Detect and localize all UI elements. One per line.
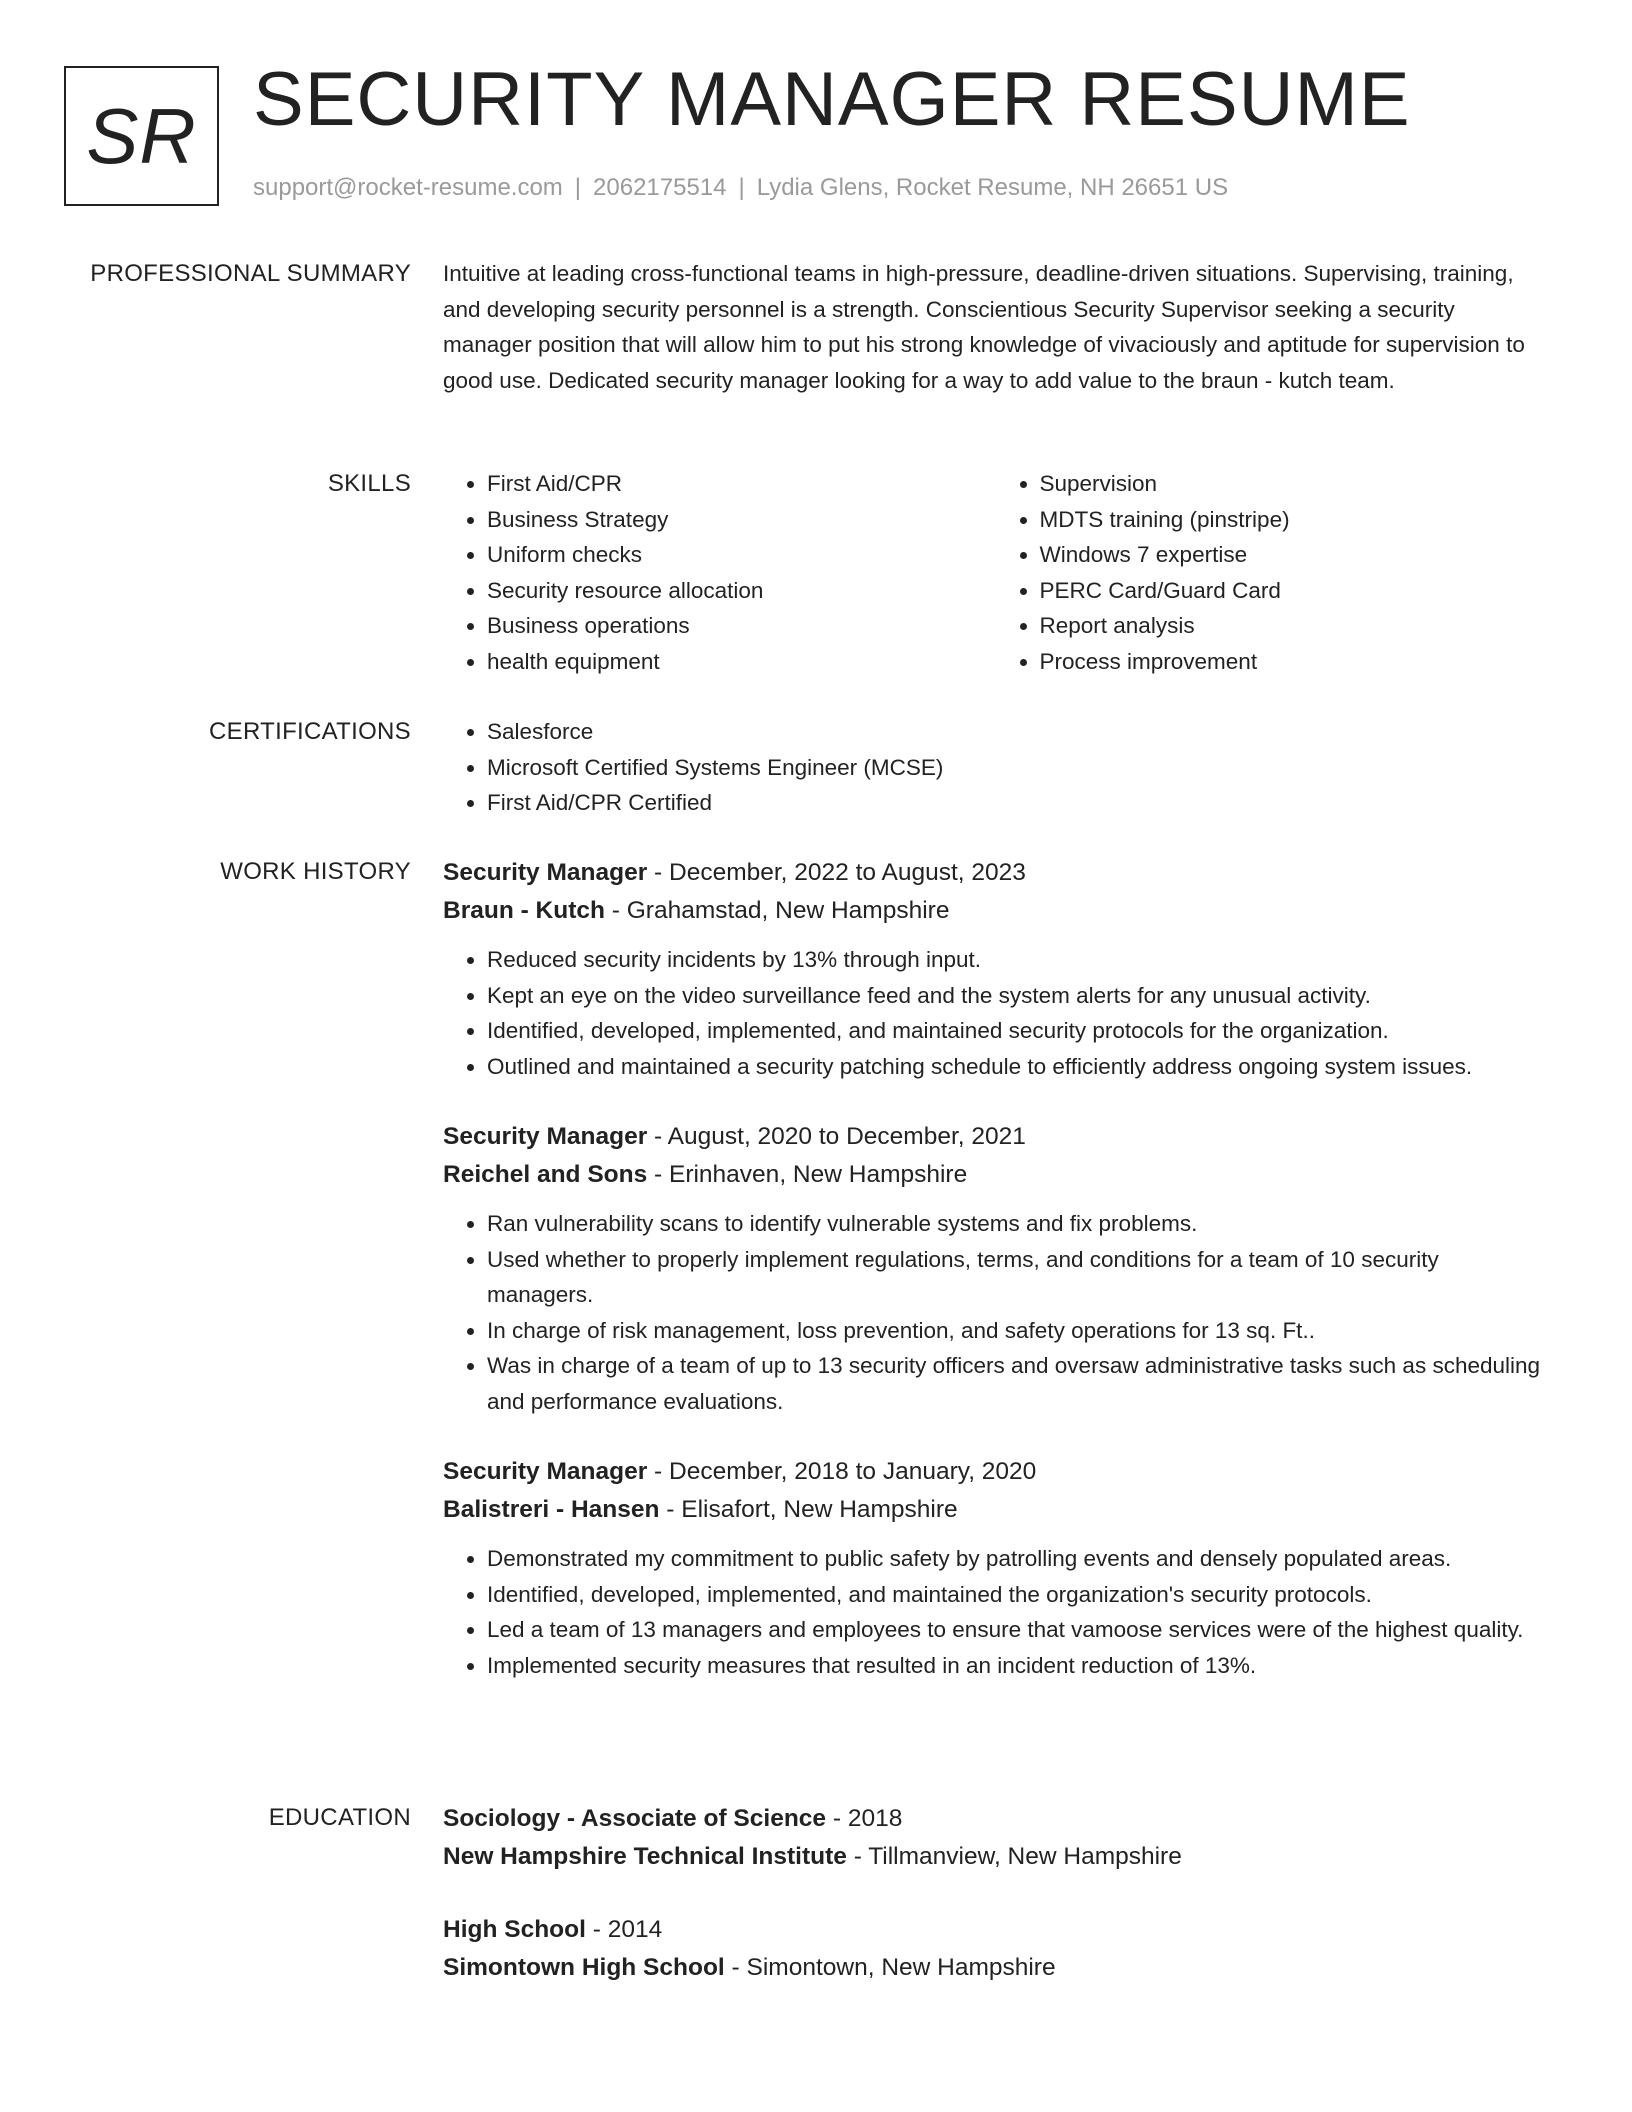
job-title-line <box>443 854 1548 892</box>
education-degree: Sociology - Associate of Science <box>443 1805 827 1832</box>
job-company-line <box>443 892 1548 930</box>
list-item: • First Aid/CPR Certified <box>487 785 1548 821</box>
job-dates: - August, 2020 to December, 2021 <box>647 1123 1026 1150</box>
list-item: • MDTS training (pinstripe) <box>1040 502 1549 538</box>
education-entry <box>443 1911 1548 1987</box>
job-location: - Elisafort, New Hampshire <box>659 1496 958 1523</box>
job-title: Security Manager <box>443 859 648 886</box>
job-company-line <box>443 1156 1548 1194</box>
job-entry <box>443 1118 1548 1419</box>
list-item: • Windows 7 expertise <box>1040 537 1549 573</box>
certifications-list <box>443 714 1548 821</box>
list-item: • Security resource allocation <box>487 573 996 609</box>
job-company-line <box>443 1491 1548 1529</box>
contact-phone: 2062175514 <box>593 174 727 201</box>
job-location: - Erinhaven, New Hampshire <box>647 1161 968 1188</box>
education-entry <box>443 1800 1548 1876</box>
education-location: - Simontown, New Hampshire <box>724 1954 1056 1981</box>
job-bullets <box>443 942 1548 1084</box>
section-label-education: EDUCATION <box>268 1804 411 1831</box>
list-item: • Report analysis <box>1040 608 1549 644</box>
education-degree-line <box>443 1800 1548 1838</box>
list-item: • Implemented security measures that resulted in an incident reduction of 13%. <box>487 1648 1548 1684</box>
list-item: • First Aid/CPR <box>487 466 996 502</box>
job-dates: - December, 2022 to August, 2023 <box>647 859 1026 886</box>
list-item: • Identified, developed, implemented, and maintained the organization's security protocols. <box>487 1577 1548 1613</box>
certifications-body <box>443 714 1548 821</box>
summary-text: Intuitive at leading cross-functional teams in high-pressure, deadline-driven situations. Supervising, training, and developing security personnel is a strength. Conscientious Security Supervisor seeking a security manager position that will allow him to put his strong knowledge of vivaciously and aptitude for supervision to good use. Dedicated security manager looking for a way to add value to the braun - kutch team. <box>443 261 1525 393</box>
contact-separator: | <box>738 174 745 201</box>
list-item: • In charge of risk management, loss prevention, and safety operations for 13 sq. Ft.. <box>487 1313 1548 1349</box>
education-year: - 2018 <box>826 1805 903 1832</box>
education-year: - 2014 <box>585 1916 663 1943</box>
list-item: • Demonstrated my commitment to public safety by patrolling events and densely populated areas. <box>487 1541 1548 1577</box>
list-item: • PERC Card/Guard Card <box>1040 573 1549 609</box>
contact-address: Lydia Glens, Rocket Resume, NH 26651 US <box>756 174 1229 201</box>
job-entry <box>443 1453 1548 1683</box>
skills-list-col1 <box>443 466 996 679</box>
page-title: SECURITY MANAGER RESUME <box>253 57 1411 142</box>
contact-email: support@rocket-resume.com <box>253 174 563 201</box>
job-title-line <box>443 1453 1548 1491</box>
monogram: SR <box>64 66 219 206</box>
list-item: • Ran vulnerability scans to identify vulnerable systems and fix problems. <box>487 1206 1548 1242</box>
job-location: - Grahamstad, New Hampshire <box>604 897 950 924</box>
list-item: • Led a team of 13 managers and employees to ensure that vamoose services were of the highest quality. <box>487 1612 1548 1648</box>
education-degree-line <box>443 1911 1548 1949</box>
list-item: • Kept an eye on the video surveillance feed and the system alerts for any unusual activity. <box>487 978 1548 1014</box>
contact-line <box>253 174 1228 202</box>
job-title: Security Manager <box>443 1123 648 1150</box>
work-body <box>443 854 1548 1717</box>
job-company: Balistreri - Hansen <box>443 1496 660 1523</box>
list-item: • health equipment <box>487 644 996 680</box>
education-degree: High School <box>443 1916 586 1943</box>
job-entry <box>443 854 1548 1084</box>
education-school: Simontown High School <box>443 1954 725 1981</box>
section-label-certifications: CERTIFICATIONS <box>209 718 411 745</box>
list-item: • Used whether to properly implement regulations, terms, and conditions for a team of 10 security managers. <box>487 1242 1548 1313</box>
section-label-work: WORK HISTORY <box>220 858 411 885</box>
job-company: Reichel and Sons <box>443 1161 648 1188</box>
list-item: • Microsoft Certified Systems Engineer (MCSE) <box>487 750 1548 786</box>
list-item: • Salesforce <box>487 714 1548 750</box>
skills-columns <box>443 466 1548 679</box>
job-bullets <box>443 1206 1548 1419</box>
section-label-summary: PROFESSIONAL SUMMARY <box>90 260 411 287</box>
education-school-line <box>443 1949 1548 1987</box>
skills-list-col2 <box>996 466 1549 679</box>
job-dates: - December, 2018 to January, 2020 <box>647 1458 1037 1485</box>
list-item: • Reduced security incidents by 13% through input. <box>487 942 1548 978</box>
list-item: • Process improvement <box>1040 644 1549 680</box>
education-body <box>443 1800 1548 2022</box>
job-company: Braun - Kutch <box>443 897 605 924</box>
list-item: • Supervision <box>1040 466 1549 502</box>
list-item: • Identified, developed, implemented, and maintained security protocols for the organization. <box>487 1013 1548 1049</box>
list-item: • Business Strategy <box>487 502 996 538</box>
education-location: - Tillmanview, New Hampshire <box>846 1843 1182 1870</box>
list-item: • Outlined and maintained a security patching schedule to efficiently address ongoing system issues. <box>487 1049 1548 1085</box>
list-item: • Uniform checks <box>487 537 996 573</box>
education-school: New Hampshire Technical Institute <box>443 1843 847 1870</box>
job-title: Security Manager <box>443 1458 648 1485</box>
section-label-skills: SKILLS <box>327 470 411 497</box>
job-title-line <box>443 1118 1548 1156</box>
education-school-line <box>443 1838 1548 1876</box>
contact-separator: | <box>574 174 582 201</box>
job-bullets <box>443 1541 1548 1683</box>
list-item: • Was in charge of a team of up to 13 security officers and oversaw administrative tasks such as scheduling and performance evaluations. <box>487 1348 1548 1419</box>
list-item: • Business operations <box>487 608 996 644</box>
